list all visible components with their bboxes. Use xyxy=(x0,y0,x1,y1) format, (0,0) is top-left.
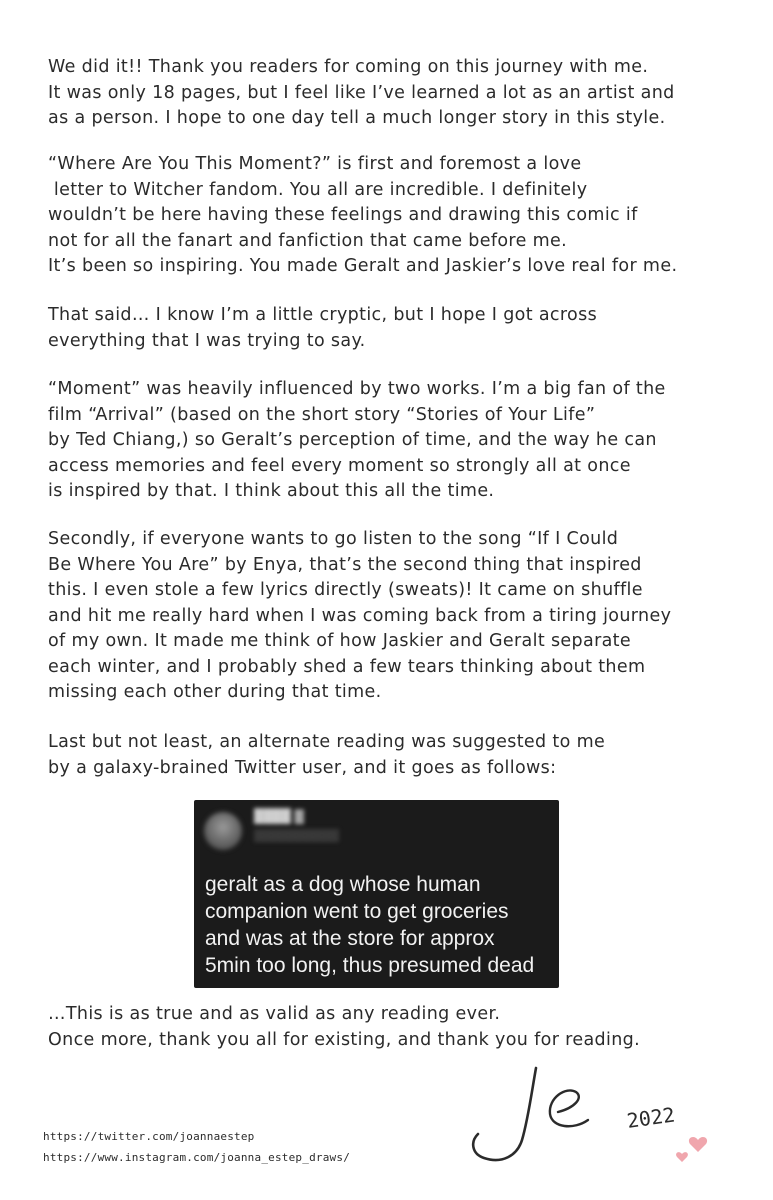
text-line: …This is as true and as valid as any reading ever. xyxy=(48,1004,501,1024)
text-line: “Where Are You This Moment?” is first and foremost a love xyxy=(48,154,582,174)
text-line: each winter, and I probably shed a few tears thinking about them xyxy=(48,656,646,677)
tweet-text-line: geralt as a dog whose human xyxy=(205,873,481,896)
text-line: as a person. I hope to one day tell a much longer story in this style. xyxy=(48,108,666,128)
avatar xyxy=(204,812,242,850)
text-line: Once more, thank you all for existing, and thank you for reading. xyxy=(48,1029,641,1050)
text-line: Secondly, if everyone wants to go listen to the song “If I Could xyxy=(48,529,619,549)
tweet-screenshot xyxy=(194,800,559,988)
paragraph-closing xyxy=(48,1002,640,1053)
text-line: by a galaxy-brained Twitter user, and it goes as follows: xyxy=(48,757,557,778)
text-line: of my own. It made me think of how Jaskier and Geralt separate xyxy=(48,631,632,651)
text-line: “Moment” was heavily influenced by two works. I’m a big fan of the xyxy=(48,379,666,399)
text-line: everything that I was trying to say. xyxy=(48,330,366,351)
text-line: It was only 18 pages, but I feel like I’ve learned a lot as an artist and xyxy=(48,82,675,103)
tweet-text-line: and was at the store for approx xyxy=(205,927,495,950)
text-line: That said… I know I’m a little cryptic, but I hope I got across xyxy=(48,305,598,325)
text-line: access memories and feel every moment so strongly all at once xyxy=(48,455,631,476)
paragraph-influences xyxy=(48,377,666,505)
text-line: is inspired by that. I think about this all the time. xyxy=(48,481,495,501)
heart-icon xyxy=(676,1152,688,1162)
signature-year: 2022 xyxy=(625,1102,677,1133)
signature-j-stroke xyxy=(473,1068,536,1160)
text-line: wouldn’t be here having these feelings and drawing this comic if xyxy=(48,205,638,225)
text-line: missing each other during that time. xyxy=(48,682,382,702)
signature-e-stroke xyxy=(550,1090,588,1126)
tweet-author-name-blurred: ████ ▓ xyxy=(254,808,304,823)
paragraph-cryptic xyxy=(48,303,597,354)
paragraph-song xyxy=(48,527,671,706)
twitter-link[interactable]: https://twitter.com/joannaestep xyxy=(43,1130,255,1143)
text-line: It’s been so inspiring. You made Geralt and Jaskier’s love real for me. xyxy=(48,256,678,276)
instagram-link[interactable]: https://www.instagram.com/joanna_estep_draws/ xyxy=(43,1151,351,1164)
text-line: by Ted Chiang,) so Geralt’s perception of time, and the way he can xyxy=(48,430,657,450)
text-line: film “Arrival” (based on the short story “Stories of Your Life” xyxy=(48,404,596,425)
paragraph-alternate-reading xyxy=(48,730,605,781)
tweet-text-line: 5min too long, thus presumed dead xyxy=(205,954,535,977)
text-line: this. I even stole a few lyrics directly (sweats)! It came on shuffle xyxy=(48,580,643,600)
paragraph-fandom xyxy=(48,152,677,280)
text-line: Be Where You Are” by Enya, that’s the second thing that inspired xyxy=(48,554,642,575)
paragraph-intro xyxy=(48,55,675,132)
tweet-author-handle-blurred: ▒▒▒▒▒▒▒▒▒▒ xyxy=(254,828,340,842)
heart-icon xyxy=(689,1137,707,1152)
text-line: letter to Witcher fandom. You all are incredible. I definitely xyxy=(48,179,588,200)
text-line: and hit me really hard when I was coming back from a tiring journey xyxy=(48,605,672,626)
tweet-text-line: companion went to get groceries xyxy=(205,900,509,923)
text-line: Last but not least, an alternate reading was suggested to me xyxy=(48,732,606,752)
social-links xyxy=(43,1126,350,1168)
tweet-text xyxy=(205,871,534,979)
text-line: We did it!! Thank you readers for coming on this journey with me. xyxy=(48,57,649,77)
signature xyxy=(462,1060,722,1180)
text-line: not for all the fanart and fanfiction that came before me. xyxy=(48,230,568,251)
